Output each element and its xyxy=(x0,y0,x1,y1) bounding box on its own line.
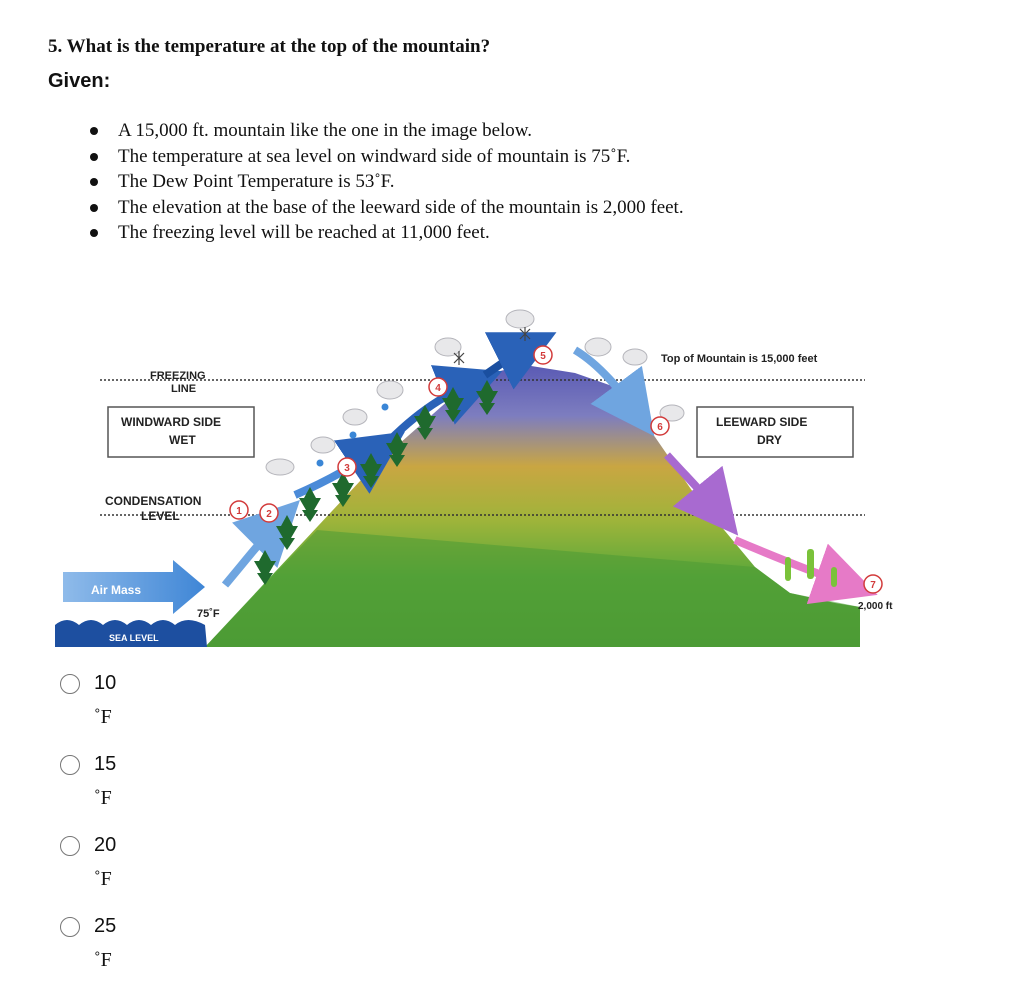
given-item xyxy=(90,118,684,144)
windward-label-line1: WINDWARD SIDE xyxy=(121,415,221,429)
given-label: Given: xyxy=(48,70,111,92)
raindrop-icon xyxy=(350,432,357,439)
step-number: 6 xyxy=(657,422,663,433)
radio-button[interactable] xyxy=(60,917,80,937)
step-number: 2 xyxy=(266,509,272,520)
windward-label-line2: WET xyxy=(169,433,196,447)
answer-value[interactable]: 20 xyxy=(94,834,117,856)
snowflakes xyxy=(454,327,530,365)
freezing-label-line1: FREEZING xyxy=(150,370,206,382)
cloud-icon xyxy=(266,459,294,475)
cactus-icon xyxy=(785,557,791,581)
bullet-icon xyxy=(90,178,98,186)
freezing-label-line2: LINE xyxy=(171,383,197,395)
answer-unit[interactable]: ˚F xyxy=(94,949,112,971)
orographic-lift-diagram xyxy=(55,295,893,655)
cloud-icon xyxy=(623,349,647,365)
question-title: 5. What is the temperature at the top of the mountain? xyxy=(48,36,491,57)
snowflake-icon xyxy=(520,327,530,341)
given-item xyxy=(90,144,684,170)
cloud-icon xyxy=(377,381,403,399)
raindrop-icon xyxy=(317,460,324,467)
answer-unit[interactable]: ˚F xyxy=(94,868,112,890)
top-of-mountain-label: Top of Mountain is 15,000 feet xyxy=(661,353,818,365)
answer-value[interactable]: 15 xyxy=(94,753,117,775)
answer-unit[interactable]: ˚F xyxy=(94,706,112,728)
radio-button[interactable] xyxy=(60,755,80,775)
cloud-icon xyxy=(506,310,534,328)
step-number: 4 xyxy=(435,383,441,394)
answer-value[interactable]: 25 xyxy=(94,915,117,937)
base-elevation-label: 2,000 ft xyxy=(858,601,893,612)
given-item-text: The Dew Point Temperature is 53˚F. xyxy=(118,171,395,192)
bullet-icon xyxy=(90,127,98,135)
bullet-icon xyxy=(90,229,98,237)
given-list xyxy=(90,118,684,246)
cactus-icon xyxy=(807,549,814,579)
condensation-label-line2: LEVEL xyxy=(141,509,180,523)
bullet-icon xyxy=(90,153,98,161)
bullet-icon xyxy=(90,204,98,212)
leeward-label-line2: DRY xyxy=(757,433,782,447)
given-item xyxy=(90,195,684,221)
radio-button[interactable] xyxy=(60,836,80,856)
sea-level-temp-label: 75˚F xyxy=(197,608,220,620)
given-item-text: The temperature at sea level on windward side of mountain is 75˚F. xyxy=(118,145,631,167)
answer-unit[interactable]: ˚F xyxy=(94,787,112,809)
condensation-label-line1: CONDENSATION xyxy=(105,494,202,508)
given-item-text: The elevation at the base of the leeward side of the mountain is 2,000 feet. xyxy=(118,196,684,218)
cactus-icon xyxy=(831,567,837,587)
cloud-icon xyxy=(311,437,335,453)
cloud-icon xyxy=(435,338,461,356)
cloud-icon xyxy=(343,409,367,425)
raindrop-icon xyxy=(382,404,389,411)
step-number: 3 xyxy=(344,463,350,474)
step-number: 5 xyxy=(540,351,546,362)
given-item xyxy=(90,169,684,195)
radio-button[interactable] xyxy=(60,674,80,694)
given-item xyxy=(90,220,684,246)
given-item-text: The freezing level will be reached at 11,000 feet. xyxy=(118,222,490,243)
air-mass-label: Air Mass xyxy=(91,583,142,597)
answer-value[interactable]: 10 xyxy=(94,672,117,694)
leeward-label-line1: LEEWARD SIDE xyxy=(716,415,808,429)
cloud-icon xyxy=(585,338,611,356)
sea-level-label: SEA LEVEL xyxy=(109,633,159,643)
step-number: 1 xyxy=(236,506,242,517)
given-item-text: A 15,000 ft. mountain like the one in the image below. xyxy=(118,120,533,141)
step-number: 7 xyxy=(870,580,876,591)
